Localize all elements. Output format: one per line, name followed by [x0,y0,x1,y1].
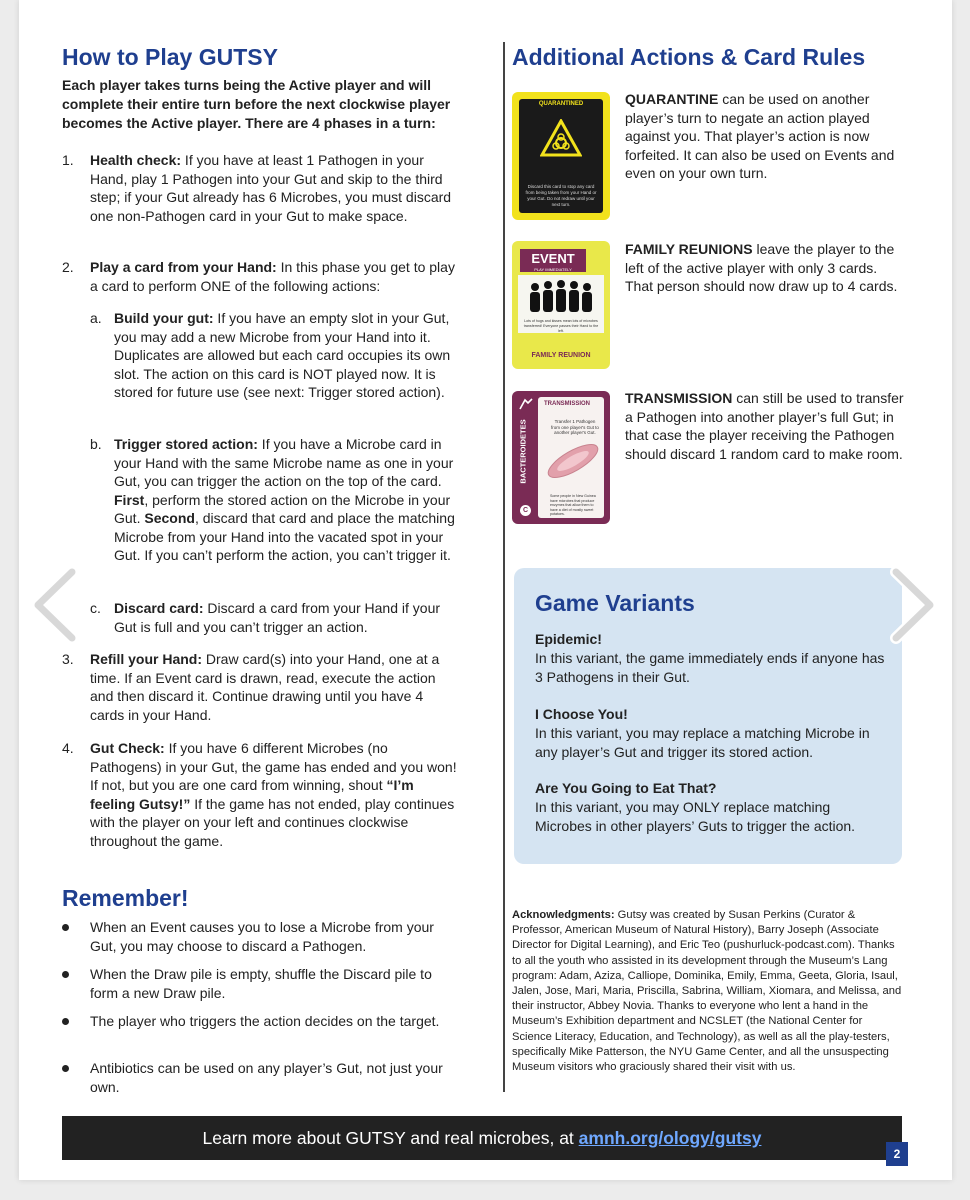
bullet-icon [62,1018,69,1025]
card-text: Lots of hugs and kisses mean lots of microbes transferred! Everyone passes their Hand to the left. [523,319,599,333]
previous-page-button[interactable] [24,560,84,650]
rule-text: can still be used to transfer a Pathogen into another player’s full Gut; in that case the player receiving the Pathogen should discard 1 random card to make room. [625,390,904,462]
bullet-icon [62,971,69,978]
substep-title: Discard card: [114,600,204,616]
step-text: Draw card(s) into your Hand, one at a time. If an Event card is drawn, read, execute the action and then discard it. Continue drawing until you have 4 cards in your Hand. [90,651,440,723]
remember-text: The player who triggers the action decides on the target. [90,1013,440,1029]
event-card-image [512,241,610,369]
substep-letter: a. [90,310,102,326]
card-text: Discard this card to stop any card from being taken from your Hand or your Gut. Do not redraw until your next turn. [525,184,597,207]
chevron-left-icon [24,560,84,650]
remember-text: When the Draw pile is empty, shuffle the Discard pile to form a new Draw pile. [90,966,432,1001]
step-number: 4. [62,740,74,756]
substep-letter: c. [90,600,101,616]
hand-icon [518,397,534,411]
step-title: Refill your Hand: [90,651,203,667]
rule-family-reunions [625,240,905,296]
substep-discard [90,599,460,636]
chevron-right-icon [884,560,944,650]
variant-name: I Choose You! [535,706,628,722]
section-title-remember: Remember! [62,885,189,911]
step-gut-check [62,739,457,850]
substep-text: If you have a Microbe card in your Hand with the same Microbe name as one in your Gut, you can trigger the action on the top of the card. [114,436,454,489]
page-number: 2 [886,1142,908,1166]
remember-item [62,1059,462,1097]
crowd-icon [527,279,595,315]
variant-text: In this variant, you may ONLY replace matching Microbes in other players’ Guts to trigger the action. [535,799,856,834]
substep-title: Trigger stored action: [114,436,258,452]
remember-text: Antibiotics can be used on any player’s Gut, not just your own. [90,1060,443,1095]
step-text: If you have at least 1 Pathogen in your Hand, play 1 Pathogen into your Gut and skip to the third step; if your Gut already has 6 Microbes, you must discard one non-Pathogen card in your Gut to make space. [90,152,452,224]
card-side-label: BACTEROIDETES [518,419,528,484]
footer-banner [62,1116,902,1160]
card-footer: FAMILY REUNION [531,352,591,359]
step-title: Gut Check: [90,740,165,756]
intro-paragraph: Each player takes turns being the Active player and will complete their entire turn before the next clockwise player becomes the Active player. There are 4 phases in a turn: [62,77,451,131]
variant-name: Are You Going to Eat That? [535,780,717,796]
substep-text: , discard that card and place the matching Microbe from your Hand into the vacated spot in your Gut. If you can’t perform the action, you can’t trigger it. [114,510,455,563]
step-number: 2. [62,259,74,275]
gutsy-quote: “I’m feeling Gutsy!” [90,777,414,812]
step-title: Play a card from your Hand: [90,259,277,275]
quarantine-card-image [512,92,610,220]
substep-text: Discard a card from your Hand if your Gut is full and you can’t trigger an action. [114,600,441,635]
step-health-check [62,151,457,225]
substep-letter: b. [90,436,102,452]
step-refill-hand [62,650,457,724]
ack-text: Gutsy was created by Susan Perkins (Curator & Professor, American Museum of Natural History), Barry Joseph (Associate Director for Digital Learning), and Eric Teo (pushurluck-podcast.com). Thanks to all the youth who assisted in its development through the Museum’s Lang program: Adam, Aziza, Calliope, Dominika, Emily, Emma, Geeta, Gloria, Isaul, Jalen, Jose, Mari, Maria, Priscilla, Sabrina, William, Xiomara, and Melissa, and their instructor, Abbey Novia. Thanks to everyone who lent a hand in the Museum’s Exhibition department and NCSLET (the National Center for Science Literacy, Education, and Technology), as well as all the play-testers, specifically Mike Patterson, the NYU Game Center, and all the unsuspecting Museum visitors who graciously shared their visit with us. [512,909,902,1074]
step-number: 1. [62,152,74,168]
game-variants-box [514,568,902,864]
card-text: Some people in New Guinea have microbes that produce enzymes that allow them to have a diet of mostly sweet potatoes. [550,494,596,516]
rule-quarantine [625,90,905,183]
acknowledgments [512,908,904,1075]
rule-term: FAMILY REUNIONS [625,241,753,257]
substep-second: Second [144,510,195,526]
bullet-icon [62,924,69,931]
step-number: 3. [62,651,74,667]
ack-label: Acknowledgments: [512,909,615,921]
card-label: EVENT [520,249,586,268]
next-page-button[interactable] [884,560,944,650]
section-title-additional-actions: Additional Actions & Card Rules [512,44,866,70]
biohazard-icon [540,119,582,157]
card-sublabel: PLAY IMMEDIATELY [520,267,586,272]
rule-term: TRANSMISSION [625,390,733,406]
rule-term: QUARANTINE [625,91,719,107]
step-play-card [62,258,457,295]
substep-first: First [114,491,145,508]
card-label: TRANSMISSION [544,401,591,407]
substep-text: If you have an empty slot in your Gut, you may add a new Microbe from your Hand into it. Duplicates are allowed but each card occupies its own slot. The action on this card is NOT played now. It is stored for future use (see next: Trigger stored action). [114,310,451,400]
transmission-card-image [512,391,610,524]
step-text: If the game has not ended, play continues with the player on your left and continues clockwise throughout the game. [90,795,455,849]
substep-text: , perform the stored action on the Microbe in your Gut. [114,491,451,526]
card-text: Transfer 1 Pathogen from one player's Gut to another player's Gut. [551,419,599,435]
card-label: QUARANTINED [538,101,584,107]
remember-item [62,1012,462,1031]
footer-text: Learn more about GUTSY and real microbes, at [202,1128,579,1148]
microbe-icon [542,441,604,481]
rule-text: can be used on another player’s turn to negate an action played against you. That player’s action is now forfeited. It can also be used on Events and even on your own turn. [625,91,895,181]
substep-build-gut [90,309,460,402]
bullet-icon [62,1065,69,1072]
substep-trigger-action [90,435,460,565]
substep-title: Build your gut: [114,310,214,326]
step-text: If you have 6 different Microbes (no Pathogens) in your Gut, the game has ended and you won! If not, but you are one card from winning, shout [90,740,457,793]
rule-text: leave the player to the left of the active player with only 3 cards. That person should now draw up to 4 cards. [625,241,898,294]
remember-item [62,965,462,1003]
rule-transmission [625,389,905,463]
variant-name: Epidemic! [535,631,602,647]
remember-item [62,918,462,956]
footer-link[interactable]: amnh.org/ology/gutsy [578,1128,762,1148]
card-badge: C [520,505,531,516]
step-title: Health check: [90,152,182,168]
column-divider [503,42,505,1092]
variant-text: In this variant, you may replace a matching Microbe in any player’s Gut and trigger its stored action. [535,725,870,760]
variant-text: In this variant, the game immediately ends if anyone has 3 Pathogens in their Gut. [535,650,885,685]
variants-title: Game Variants [535,590,695,616]
step-text: In this phase you get to play a card to perform ONE of the following actions: [90,259,455,294]
remember-text: When an Event causes you to lose a Microbe from your Gut, you may choose to discard a Pathogen. [90,919,434,954]
section-title-how-to-play: How to Play GUTSY [62,44,278,70]
